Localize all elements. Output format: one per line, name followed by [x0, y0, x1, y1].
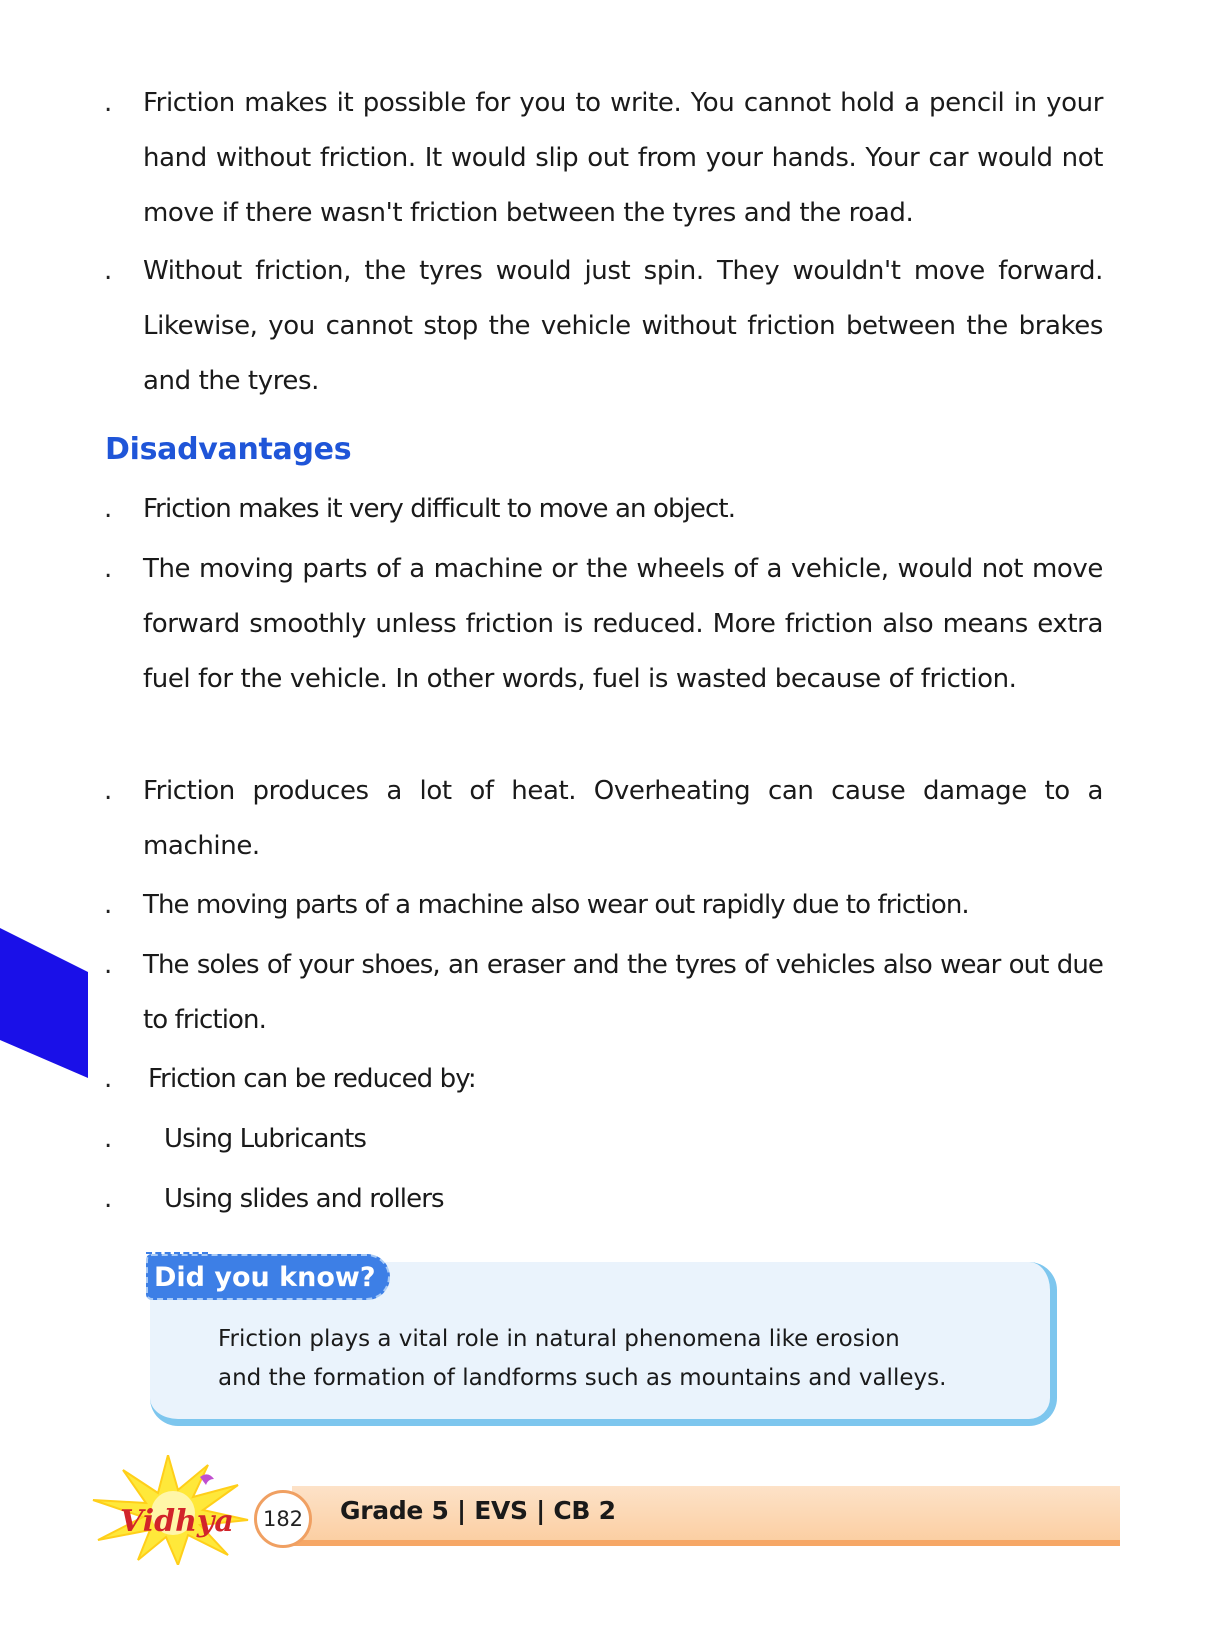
bullet-dot: . — [104, 1064, 113, 1094]
bullet-dot: . — [104, 950, 113, 980]
bullet-dot: . — [104, 890, 113, 920]
bullet-text: The moving parts of a machine or the wheels of a vehicle, would not move forward smoothly unless friction is reduced. More friction also means extra fuel for the vehicle. In other words, fuel is wasted because of friction. — [143, 554, 1103, 694]
bullet-text: The moving parts of a machine also wear out rapidly due to friction. — [143, 890, 969, 920]
did-you-know-text — [218, 1320, 1038, 1398]
bullet-dot: . — [104, 776, 113, 806]
logo-text: Vidhya — [120, 1504, 234, 1539]
section-heading: Disadvantages — [105, 432, 352, 467]
bullet-dot: . — [104, 88, 113, 118]
vidhya-logo — [88, 1455, 258, 1565]
bullet-text: Using Lubricants — [164, 1124, 367, 1154]
bullet-dot: . — [104, 494, 113, 524]
bullet-text: The soles of your shoes, an eraser and the tyres of vehicles also wear out due to friction. — [143, 950, 1103, 1035]
page-number: 182 — [254, 1490, 312, 1548]
bullet-dot: . — [104, 1184, 113, 1214]
bullet-dot: . — [104, 1124, 113, 1154]
bullet-text: Friction makes it possible for you to write. You cannot hold a pencil in your hand without friction. It would slip out from your hands. Your car would not move if there wasn't friction between the tyres and the road. — [143, 88, 1103, 228]
bullet-dot: . — [104, 554, 113, 584]
side-tab-decoration — [0, 928, 90, 1078]
did-you-know-line: Friction plays a vital role in natural phenomena like erosion — [218, 1326, 900, 1352]
bullet-text: Friction can be reduced by: — [148, 1064, 476, 1094]
bullet-text: Friction produces a lot of heat. Overheating can cause damage to a machine. — [143, 776, 1103, 861]
bird-icon — [200, 1474, 214, 1485]
bullet-text: Without friction, the tyres would just spin. They wouldn't move forward. Likewise, you cannot stop the vehicle without friction between the brakes and the tyres. — [143, 256, 1103, 396]
footer-title: Grade 5 | EVS | CB 2 — [340, 1496, 616, 1525]
did-you-know-line: and the formation of landforms such as mountains and valleys. — [218, 1365, 947, 1391]
bullet-text: Using slides and rollers — [164, 1184, 444, 1214]
did-you-know-label: Did you know? — [146, 1254, 390, 1300]
bullet-dot: . — [104, 256, 113, 286]
bullet-text: Friction makes it very difficult to move an object. — [143, 494, 736, 524]
footer-bar-edge — [292, 1540, 1120, 1546]
